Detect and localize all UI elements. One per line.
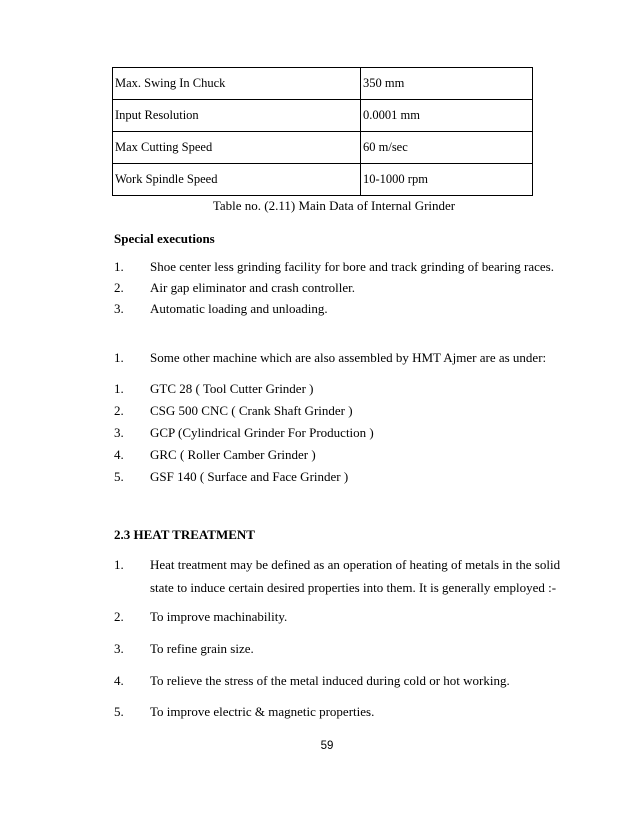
list-item-text: Automatic loading and unloading. <box>150 301 328 316</box>
list-item-number: 2. <box>114 609 124 624</box>
table-row <box>113 68 533 100</box>
list-item-number: 2. <box>114 403 124 418</box>
table-row <box>113 100 533 132</box>
list-item-number: 5. <box>114 469 124 484</box>
table-cell-label: Work Spindle Speed <box>113 164 361 196</box>
list-item-number: 3. <box>114 641 124 656</box>
list-item-text: To improve machinability. <box>150 609 288 624</box>
list-item-text: GRC ( Roller Camber Grinder ) <box>150 447 316 462</box>
list-item-number: 1. <box>114 557 124 572</box>
list-item-text: GCP (Cylindrical Grinder For Production ) <box>150 425 374 440</box>
list-item-number: 1. <box>114 381 124 396</box>
list-item-text: To relieve the stress of the metal induced during cold or hot working. <box>150 673 510 688</box>
list-item-text: state to induce certain desired properties into them. It is generally employed :- <box>150 580 557 595</box>
special-executions-heading: Special executions <box>114 231 215 246</box>
table-cell-value: 0.0001 mm <box>361 100 533 132</box>
table-row <box>113 164 533 196</box>
table-row <box>113 132 533 164</box>
page-number: 59 <box>320 740 334 752</box>
list-item-number: 1. <box>114 259 124 274</box>
table-cell-value: 60 m/sec <box>361 132 533 164</box>
main-data-table <box>112 67 533 196</box>
list-item-number: 4. <box>114 673 124 688</box>
list-item-text: To improve electric & magnetic properties. <box>150 704 375 719</box>
table-cell-label: Max Cutting Speed <box>113 132 361 164</box>
table-cell-label: Max. Swing In Chuck <box>113 68 361 100</box>
list-item-number: 4. <box>114 447 124 462</box>
table-caption: Table no. (2.11) Main Data of Internal Grinder <box>212 198 456 213</box>
list-item-number: 3. <box>114 301 124 316</box>
list-item-text: GSF 140 ( Surface and Face Grinder ) <box>150 469 349 484</box>
list-item-text: Some other machine which are also assembled by HMT Ajmer are as under: <box>150 350 547 365</box>
list-item-number: 2. <box>114 280 124 295</box>
list-item-number: 1. <box>114 350 124 365</box>
list-item-text: Heat treatment may be defined as an operation of heating of metals in the solid <box>150 557 561 572</box>
heat-treatment-heading: 2.3 HEAT TREATMENT <box>114 527 255 542</box>
table-cell-value: 10-1000 rpm <box>361 164 533 196</box>
list-item-number: 5. <box>114 704 124 719</box>
list-item-text: Shoe center less grinding facility for bore and track grinding of bearing races. <box>150 259 554 274</box>
list-item-text: GTC 28 ( Tool Cutter Grinder ) <box>150 381 314 396</box>
table-cell-value: 350 mm <box>361 68 533 100</box>
list-item-text: To refine grain size. <box>150 641 254 656</box>
list-item-text: CSG 500 CNC ( Crank Shaft Grinder ) <box>150 403 353 418</box>
table-cell-label: Input Resolution <box>113 100 361 132</box>
list-item-number: 3. <box>114 425 124 440</box>
list-item-text: Air gap eliminator and crash controller. <box>150 280 356 295</box>
